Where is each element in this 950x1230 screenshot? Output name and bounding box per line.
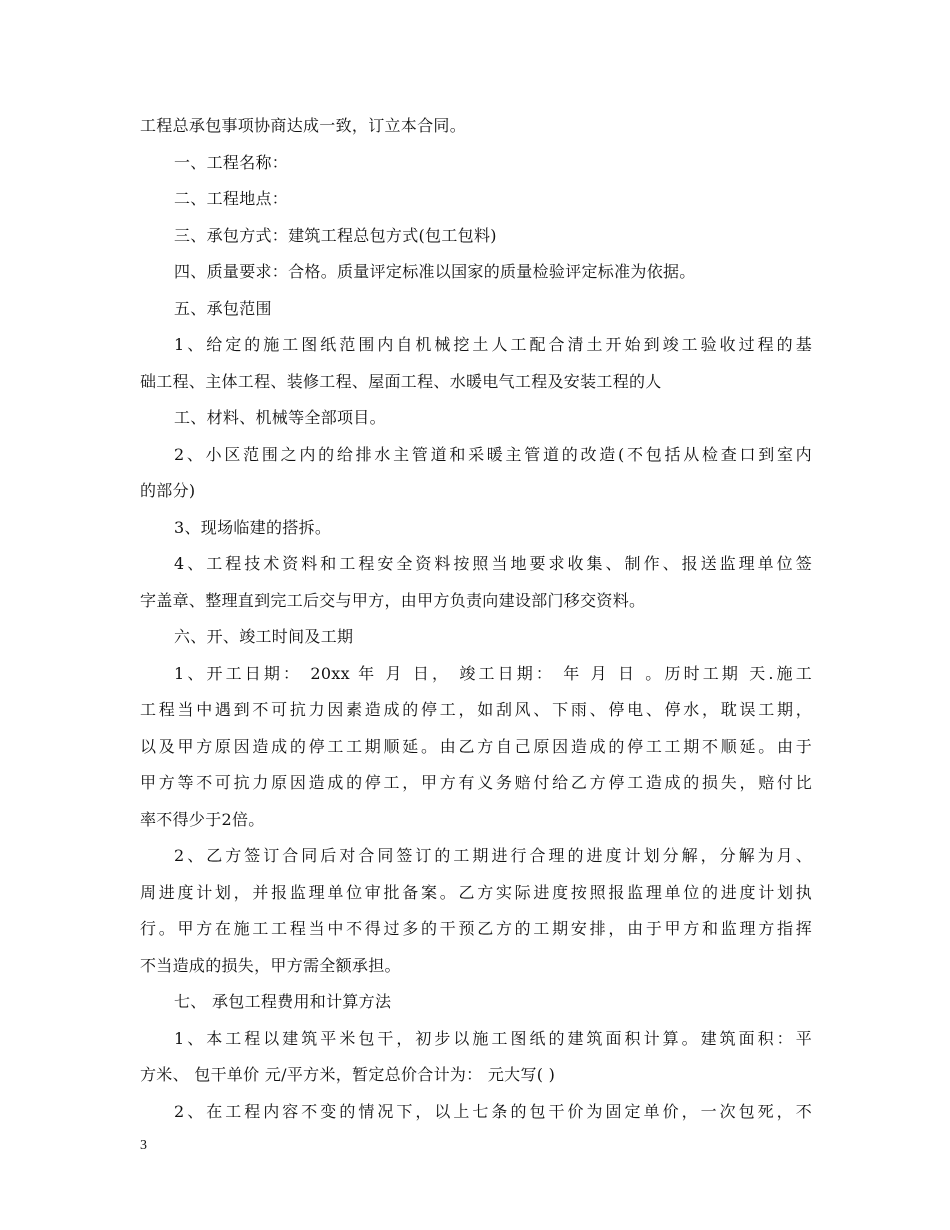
text-line: 二、工程地点： [174, 189, 289, 208]
text-line: 础工程、主体工程、装修工程、屋面工程、水暖电气工程及安装工程的人 [140, 371, 662, 391]
text-line: 方米、 包干单价 元/平方米，暂定总价合计为： 元大写( ) [140, 1065, 556, 1084]
text-line: 七、 承包工程费用和计算方法 [174, 992, 392, 1011]
text-line: 1、开工日期： 20xx 年 月 日， 竣工日期： 年 月 日 。历时工期 天.施工 [174, 663, 812, 683]
text-line: 周进度计划，并报监理单位审批备案。乙方实际进度按照报监理单位的进度计划执 [140, 882, 812, 902]
text-line: 率不得少于2倍。 [140, 809, 265, 829]
text-line: 不当造成的损失，甲方需全额承担。 [140, 955, 401, 975]
text-line: 2、在工程内容不变的情况下，以上七条的包干价为固定单价，一次包死，不 [174, 1101, 812, 1121]
text-line: 以及甲方原因造成的停工工期顺延。由乙方自己原因造成的停工工期不顺延。由于 [140, 736, 812, 756]
text-line: 行。甲方在施工工程当中不得过多的干预乙方的工期安排，由于甲方和监理方指挥 [140, 919, 812, 938]
text-line: 四、质量要求：合格。质量评定标准以国家的质量检验评定标准为依据。 [174, 262, 696, 281]
text-line: 4、工程技术资料和工程安全资料按照当地要求收集、制作、报送监理单位签 [174, 554, 812, 573]
text-line: 1、给定的施工图纸范围内自机械挖土人工配合清土开始到竣工验收过程的基 [174, 335, 812, 354]
text-line: 一、工程名称： [174, 152, 289, 172]
text-line: 甲方等不可抗力原因造成的停工，甲方有义务赔付给乙方停工造成的损失，赔付比 [140, 773, 812, 792]
paragraph-lines [140, 108, 812, 1130]
text-line: 2、乙方签订合同后对合同签订的工期进行合理的进度计划分解，分解为月、 [174, 846, 812, 865]
text-line: 工、材料、机械等全部项目。 [174, 408, 386, 427]
text-line: 的部分) [140, 481, 196, 500]
text-line: 工程当中遇到不可抗力因素造成的停工，如刮风、下雨、停电、停水，耽误工期， [140, 700, 812, 719]
text-line: 三、承包方式：建筑工程总包方式(包工包料) [174, 225, 497, 245]
text-line: 字盖章、整理直到完工后交与甲方，由甲方负责向建设部门移交资料。 [140, 590, 646, 610]
text-line: 3、现场临建的搭拆。 [174, 517, 332, 537]
document-body [140, 108, 812, 1130]
text-line: 工程总承包事项协商达成一致，订立本合同。 [140, 116, 467, 135]
page-number: 3 [140, 1138, 147, 1153]
text-line: 五、承包范围 [174, 298, 272, 318]
text-line: 2、小区范围之内的给排水主管道和采暖主管道的改造(不包括从检查口到室内 [174, 444, 812, 464]
text-line: 六、开、竣工时间及工期 [174, 627, 354, 646]
text-line: 1、本工程以建筑平米包干，初步以施工图纸的建筑面积计算。建筑面积：平 [174, 1028, 812, 1048]
